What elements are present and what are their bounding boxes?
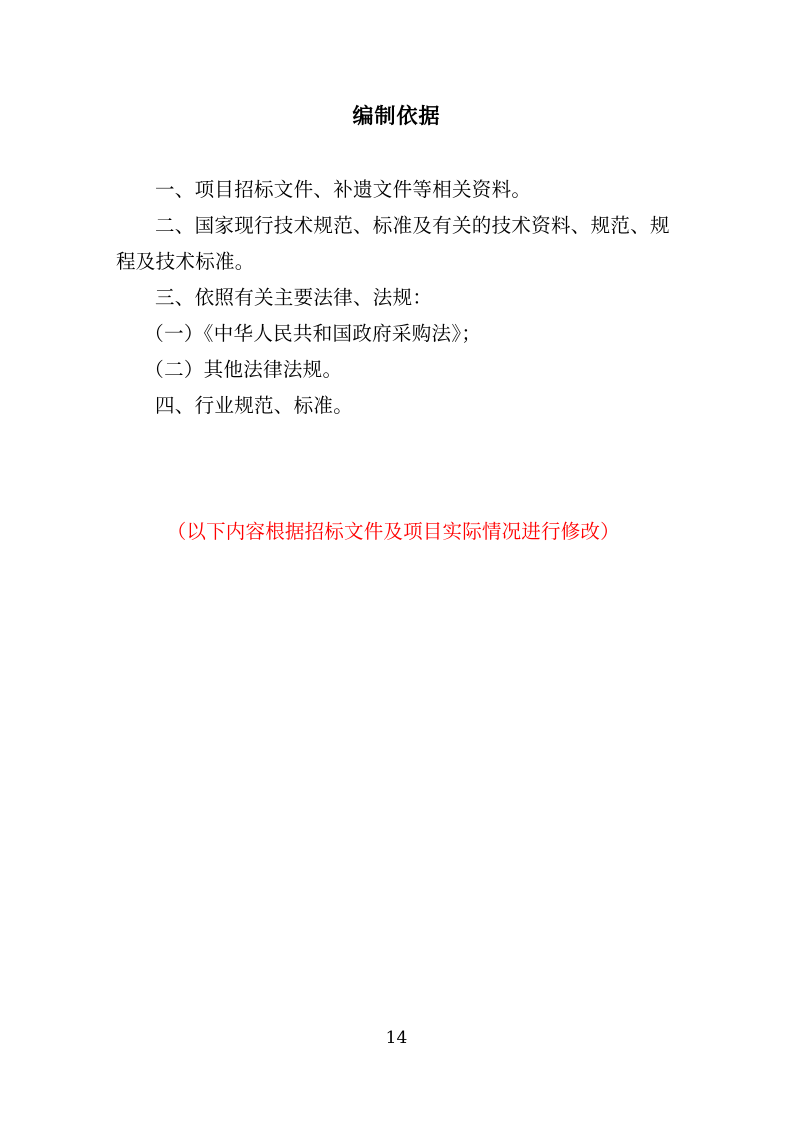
sub-item-1: （一）《中华人民共和国政府采购法》； xyxy=(144,322,482,345)
paragraph-item-4: 四、行业规范、标准。 xyxy=(155,394,354,417)
page-number: 14 xyxy=(385,1028,408,1048)
paragraph-item-3: 三、依照有关主要法律、法规： xyxy=(155,286,433,309)
sub-item-2: （二）其他法律法规。 xyxy=(144,358,343,381)
page-title: 编制依据 xyxy=(352,104,441,128)
document-body xyxy=(116,172,681,424)
editorial-note: （以下内容根据招标文件及项目实际情况进行修改） xyxy=(166,520,620,543)
paragraph-item-1: 一、项目招标文件、补遗文件等相关资料。 xyxy=(155,178,532,201)
paragraph-item-2: 二、国家现行技术规范、标准及有关的技术资料、规范、规程及技术标准。 xyxy=(116,214,670,273)
